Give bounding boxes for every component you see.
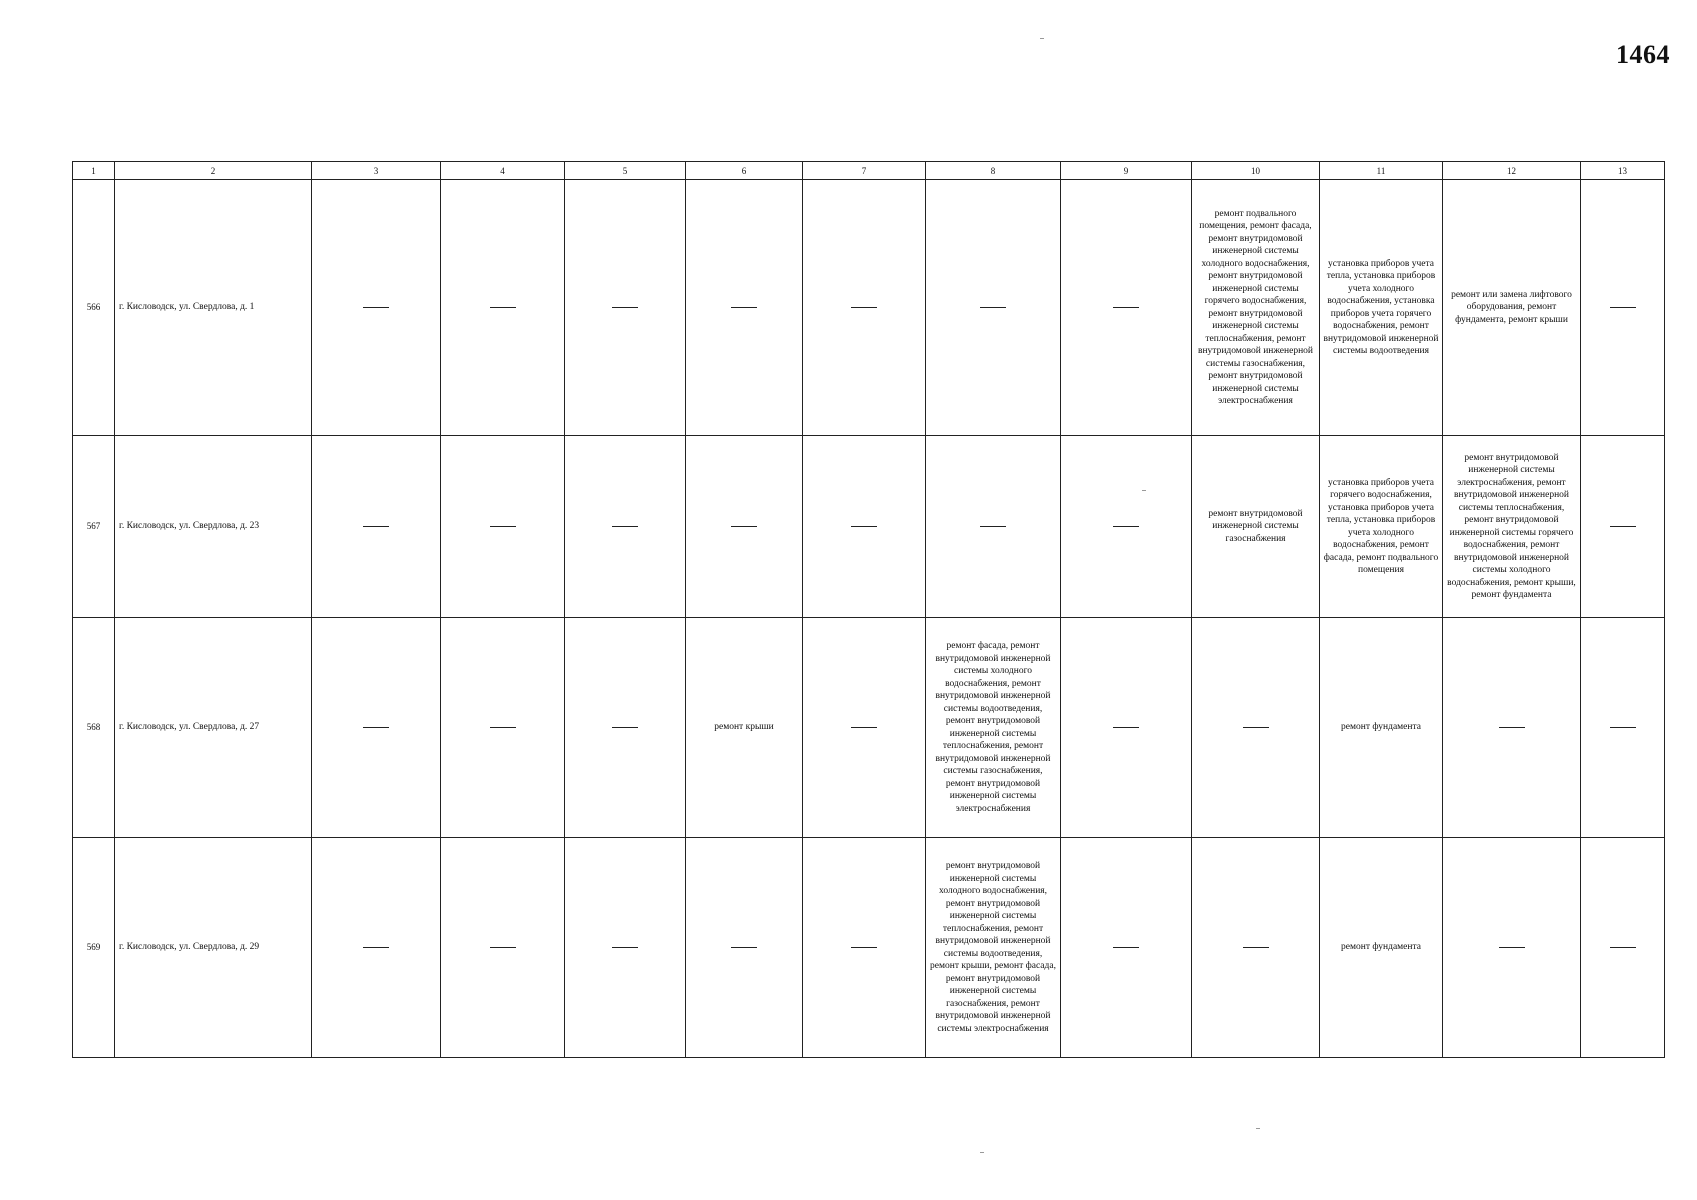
- dash-mark: [1610, 526, 1636, 527]
- dash-mark: [851, 526, 877, 527]
- column-number-cell: 4: [441, 162, 565, 180]
- empty-cell: [803, 618, 926, 838]
- empty-cell: [803, 436, 926, 618]
- empty-cell: [565, 838, 686, 1058]
- empty-cell: [686, 436, 803, 618]
- dash-mark: [1499, 947, 1525, 948]
- address-cell: г. Кисловодск, ул. Свердлова, д. 29: [115, 838, 312, 1058]
- empty-cell: [926, 436, 1061, 618]
- dash-mark: [612, 526, 638, 527]
- empty-cell: [686, 180, 803, 436]
- scan-speck: [980, 1152, 984, 1153]
- dash-mark: [731, 307, 757, 308]
- empty-cell: [1061, 436, 1192, 618]
- empty-cell: [441, 436, 565, 618]
- dash-mark: [363, 307, 389, 308]
- empty-cell: [312, 180, 441, 436]
- empty-cell: [312, 618, 441, 838]
- table-row: [73, 436, 1665, 618]
- works-cell: ремонт фундамента: [1320, 618, 1443, 838]
- works-cell: ремонт фасада, ремонт внутридомовой инженерной системы холодного водоснабжения, ремонт внутридомовой инженерной системы водоотведения, ремонт внутридомовой инженерной системы теплоснабжения, ремонт внутридомовой инженерной системы газоснабжения, ремонт внутридомовой инженерной системы электроснабжения: [926, 618, 1061, 838]
- column-number-cell: 10: [1192, 162, 1320, 180]
- works-cell: ремонт или замена лифтового оборудования, ремонт фундамента, ремонт крыши: [1443, 180, 1581, 436]
- row-number-cell: 568: [73, 618, 115, 838]
- dash-mark: [490, 727, 516, 728]
- dash-mark: [1113, 727, 1139, 728]
- empty-cell: [1192, 618, 1320, 838]
- column-number-row: [73, 162, 1665, 180]
- table-row: [73, 838, 1665, 1058]
- dash-mark: [851, 727, 877, 728]
- dash-mark: [731, 947, 757, 948]
- dash-mark: [490, 307, 516, 308]
- empty-cell: [441, 838, 565, 1058]
- empty-cell: [686, 838, 803, 1058]
- address-cell: г. Кисловодск, ул. Свердлова, д. 1: [115, 180, 312, 436]
- empty-cell: [1581, 180, 1665, 436]
- empty-cell: [1581, 436, 1665, 618]
- works-cell: ремонт подвального помещения, ремонт фасада, ремонт внутридомовой инженерной системы холодного водоснабжения, ремонт внутридомовой инженерной системы горячего водоснабжения, ремонт внутридомовой инженерной системы теплоснабжения, ремонт внутридомовой инженерной системы газоснабжения, ремонт внутридомовой инженерной системы электроснабжения: [1192, 180, 1320, 436]
- works-cell: ремонт внутридомовой инженерной системы холодного водоснабжения, ремонт внутридомовой инженерной системы теплоснабжения, ремонт внутридомовой инженерной системы водоотведения, ремонт крыши, ремонт фасада, ремонт внутридомовой инженерной системы газоснабжения, ремонт внутридомовой инженерной системы электроснабжения: [926, 838, 1061, 1058]
- dash-mark: [851, 307, 877, 308]
- empty-cell: [1192, 838, 1320, 1058]
- column-number-cell: 6: [686, 162, 803, 180]
- repair-plan-table: [72, 161, 1665, 1058]
- dash-mark: [1113, 307, 1139, 308]
- row-number-cell: 566: [73, 180, 115, 436]
- column-number-cell: 2: [115, 162, 312, 180]
- dash-mark: [1243, 727, 1269, 728]
- dash-mark: [980, 307, 1006, 308]
- dash-mark: [1610, 727, 1636, 728]
- dash-mark: [1610, 307, 1636, 308]
- dash-mark: [731, 526, 757, 527]
- works-cell: установка приборов учета горячего водоснабжения, установка приборов учета тепла, установка приборов учета холодного водоснабжения, ремонт фасада, ремонт подвального помещения: [1320, 436, 1443, 618]
- dash-mark: [612, 947, 638, 948]
- empty-cell: [803, 838, 926, 1058]
- dash-mark: [612, 307, 638, 308]
- table-row: [73, 618, 1665, 838]
- empty-cell: [312, 436, 441, 618]
- dash-mark: [980, 526, 1006, 527]
- works-cell: ремонт внутридомовой инженерной системы электроснабжения, ремонт внутридомовой инженерной системы теплоснабжения, ремонт внутридомовой инженерной системы горячего водоснабжения, ремонт внутридомовой инженерной системы холодного водоснабжения, ремонт крыши, ремонт фундамента: [1443, 436, 1581, 618]
- works-cell: ремонт крыши: [686, 618, 803, 838]
- row-number-cell: 569: [73, 838, 115, 1058]
- dash-mark: [851, 947, 877, 948]
- column-number-cell: 11: [1320, 162, 1443, 180]
- address-cell: г. Кисловодск, ул. Свердлова, д. 23: [115, 436, 312, 618]
- scan-speck: [1256, 1128, 1260, 1129]
- empty-cell: [926, 180, 1061, 436]
- column-number-cell: 5: [565, 162, 686, 180]
- dash-mark: [1610, 947, 1636, 948]
- page-number: 1464: [1616, 40, 1670, 69]
- dash-mark: [363, 947, 389, 948]
- column-number-cell: 9: [1061, 162, 1192, 180]
- dash-mark: [1113, 947, 1139, 948]
- empty-cell: [1061, 618, 1192, 838]
- table-row: [73, 180, 1665, 436]
- column-number-cell: 7: [803, 162, 926, 180]
- dash-mark: [1243, 947, 1269, 948]
- dash-mark: [612, 727, 638, 728]
- column-number-cell: 3: [312, 162, 441, 180]
- works-cell: ремонт внутридомовой инженерной системы газоснабжения: [1192, 436, 1320, 618]
- empty-cell: [1061, 180, 1192, 436]
- empty-cell: [803, 180, 926, 436]
- empty-cell: [312, 838, 441, 1058]
- address-cell: г. Кисловодск, ул. Свердлова, д. 27: [115, 618, 312, 838]
- empty-cell: [1061, 838, 1192, 1058]
- empty-cell: [565, 180, 686, 436]
- row-number-cell: 567: [73, 436, 115, 618]
- works-cell: установка приборов учета тепла, установка приборов учета холодного водоснабжения, установка приборов учета горячего водоснабжения, ремонт внутридомовой инженерной системы водоотведения: [1320, 180, 1443, 436]
- empty-cell: [1443, 838, 1581, 1058]
- empty-cell: [1581, 838, 1665, 1058]
- column-number-cell: 13: [1581, 162, 1665, 180]
- dash-mark: [1499, 727, 1525, 728]
- column-number-cell: 8: [926, 162, 1061, 180]
- empty-cell: [441, 618, 565, 838]
- empty-cell: [1581, 618, 1665, 838]
- dash-mark: [490, 526, 516, 527]
- dash-mark: [363, 526, 389, 527]
- scan-speck: [1040, 38, 1044, 39]
- empty-cell: [565, 436, 686, 618]
- dash-mark: [363, 727, 389, 728]
- column-number-cell: 1: [73, 162, 115, 180]
- empty-cell: [565, 618, 686, 838]
- empty-cell: [1443, 618, 1581, 838]
- works-cell: ремонт фундамента: [1320, 838, 1443, 1058]
- empty-cell: [441, 180, 565, 436]
- column-number-cell: 12: [1443, 162, 1581, 180]
- dash-mark: [490, 947, 516, 948]
- dash-mark: [1113, 526, 1139, 527]
